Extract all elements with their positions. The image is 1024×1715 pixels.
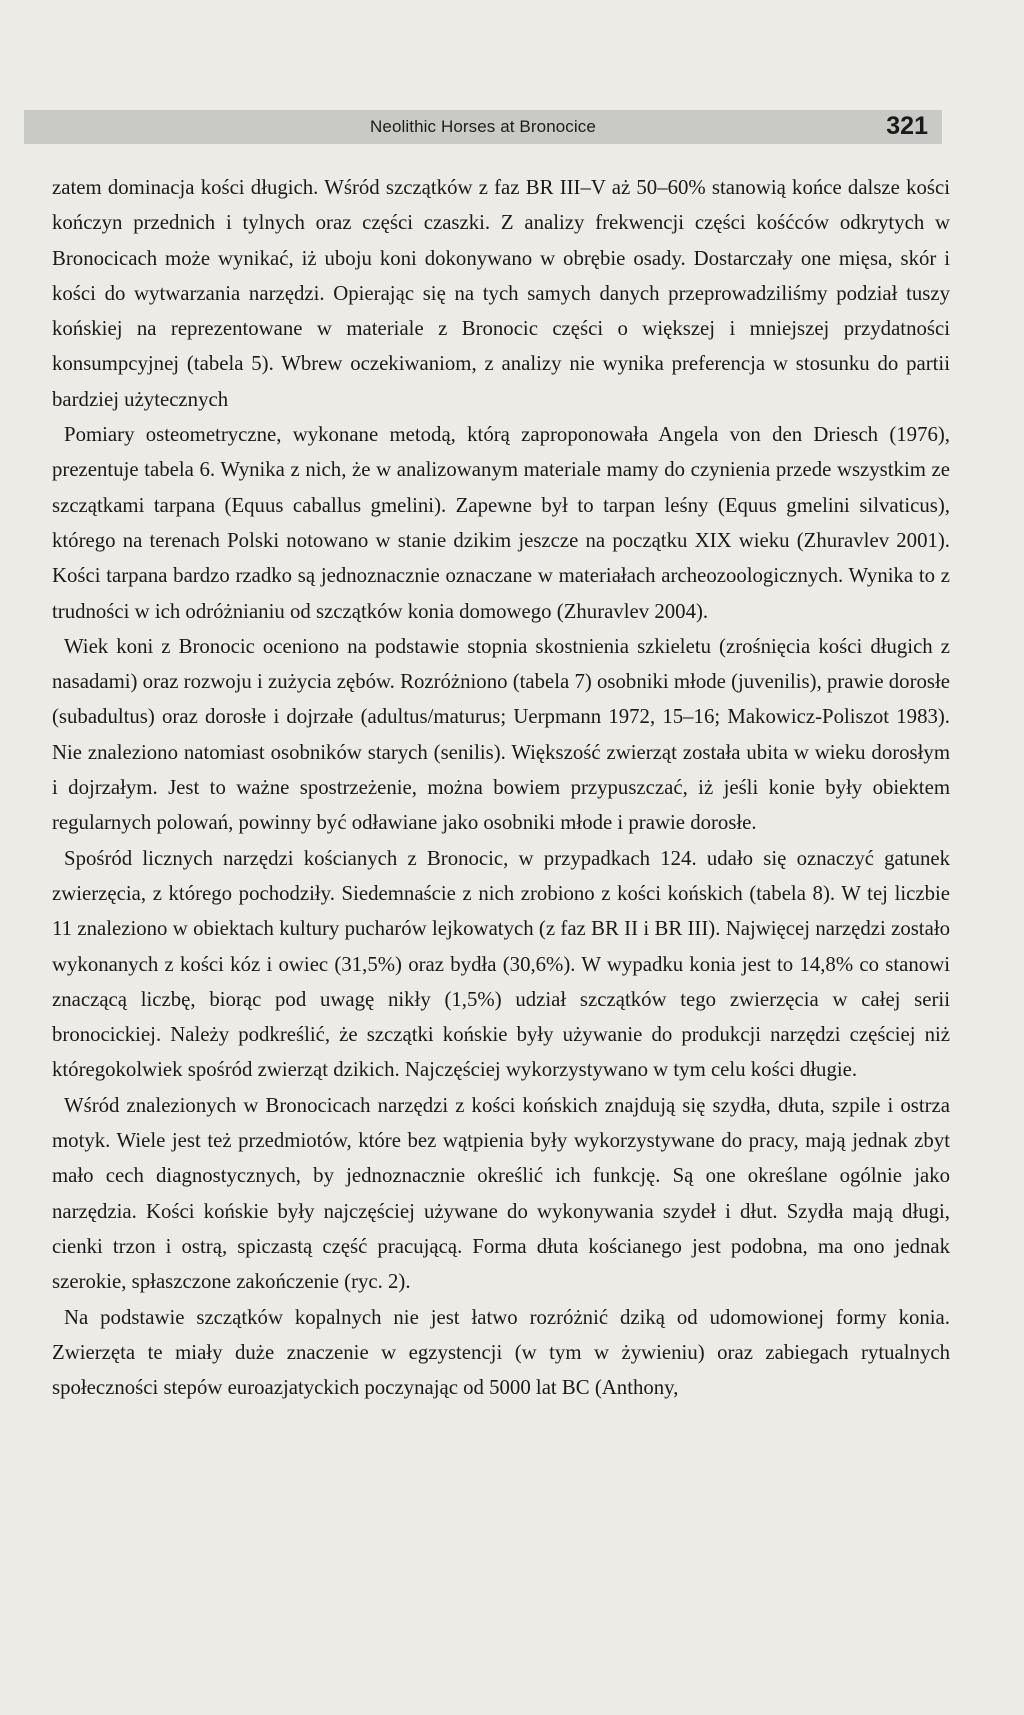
paragraph-osteometry: Pomiary osteometryczne, wykonane metodą, którą zaproponowała Angela von den Driesch (1976), prezentuje tabela 6. Wynika z nich, że w analizowanym materiale mamy do czynienia przede wszystkim ze szczątkami tarpana (Equus caballus gmelini). Zapewne był to tarpan leśny (Equus gmelini silvaticus), którego na terenach Polski notowano w stanie dzikim jeszcze na początku XIX wieku (Zhuravlev 2001). Kości tarpana bardzo rzadko są jednoznacznie oznaczane w materiałach archeozoologicznych. Wynika to z trudności w ich odróżnianiu od szczątków konia domowego (Zhuravlev 2004). bbox=[52, 423, 950, 623]
paragraph-tools: Spośród licznych narzędzi kościanych z Bronocic, w przypadkach 124. udało się oznaczyć gatunek zwierzęcia, z którego pochodziły. Siedemnaście z nich zrobiono z kości końskich (tabela 8). W tej liczbie 11 znaleziono w obiektach kultury pucharów lejkowatych (z faz BR II i BR III). Najwięcej narzędzi zostało wykonanych z kości kóz i owiec (31,5%) oraz bydła (30,6%). W wypadku konia jest to 14,8% co stanowi znaczącą liczbę, biorąc pod uwagę nikły (1,5%) udział szczątków tego zwierzęcia w całej serii bronocickiej. Należy podkreślić, że szczątki końskie były używanie do produkcji narzędzi częściej niż któregokolwiek spośród zwierząt dzikich. Najczęściej wykorzystywano w tym celu kości długie. bbox=[52, 846, 950, 1082]
paragraph-domestication: Na podstawie szczątków kopalnych nie jest łatwo rozróżnić dziką od udomowionej formy konia. Zwierzęta te miały duże znaczenie w egzystencji (w tym w żywieniu) oraz zabiegach rytualnych społeczności stepów euroazjatyckich poczynając od 5000 lat BC (Anthony, bbox=[52, 1305, 950, 1400]
body-text bbox=[52, 170, 950, 1405]
running-header-title: Neolithic Horses at Bronocice bbox=[370, 117, 596, 136]
paragraph-tool-types: Wśród znalezionych w Bronocicach narzędzi z kości końskich znajdują się szydła, dłuta, szpile i ostrza motyk. Wiele jest też przedmiotów, które bez wątpienia były wykorzystywane do pracy, mają jednak zbyt mało cech diagnostycznych, by jednoznacznie określić ich funkcję. Są one określane ogólnie jako narzędzia. Kości końskie były najczęściej używane do wykonywania szydeł i dłut. Szydła mają długi, cienki trzon i ostrą, spiczastą część pracującą. Forma dłuta kościanego jest podobna, ma ono jednak szerokie, spłaszczone zakończenie (ryc. 2). bbox=[52, 1093, 950, 1294]
running-header bbox=[24, 110, 942, 144]
page-number: 321 bbox=[886, 112, 928, 140]
paragraph-age: Wiek koni z Bronocic oceniono na podstawie stopnia skostnienia szkieletu (zrośnięcia kości długich z nasadami) oraz rozwoju i zużycia zębów. Rozróżniono (tabela 7) osobniki młode (juvenilis), prawie dorosłe (subadultus) oraz dorosłe i dojrzałe (adultus/maturus; Uerpmann 1972, 15–16; Makowicz-Poliszot 1983). Nie znaleziono natomiast osobników starych (senilis). Większość zwierząt została ubita w wieku dorosłym i dojrzałym. Jest to ważne spostrzeżenie, można bowiem przypuszczać, iż jeśli konie były obiektem regularnych polowań, powinny być odławiane jako osobniki młode i prawie dorosłe. bbox=[52, 634, 950, 835]
paragraph-continuation: zatem dominacja kości długich. Wśród szczątków z faz BR III–V aż 50–60% stanowią końce dalsze kości kończyn przednich i tylnych oraz części czaszki. Z analizy frekwencji części kośćców odkrytych w Bronocicach może wynikać, iż uboju koni dokonywano w obrębie osady. Dostarczały one mięsa, skór i kości do wytwarzania narzędzi. Opierając się na tych samych danych przeprowadziliśmy podział tuszy końskiej na reprezentowane w materiale z Bronocic części o większej i mniejszej przydatności konsumpcyjnej (tabela 5). Wbrew oczekiwaniom, z analizy nie wynika preferencja w stosunku do partii bardziej użytecznych bbox=[52, 176, 950, 411]
